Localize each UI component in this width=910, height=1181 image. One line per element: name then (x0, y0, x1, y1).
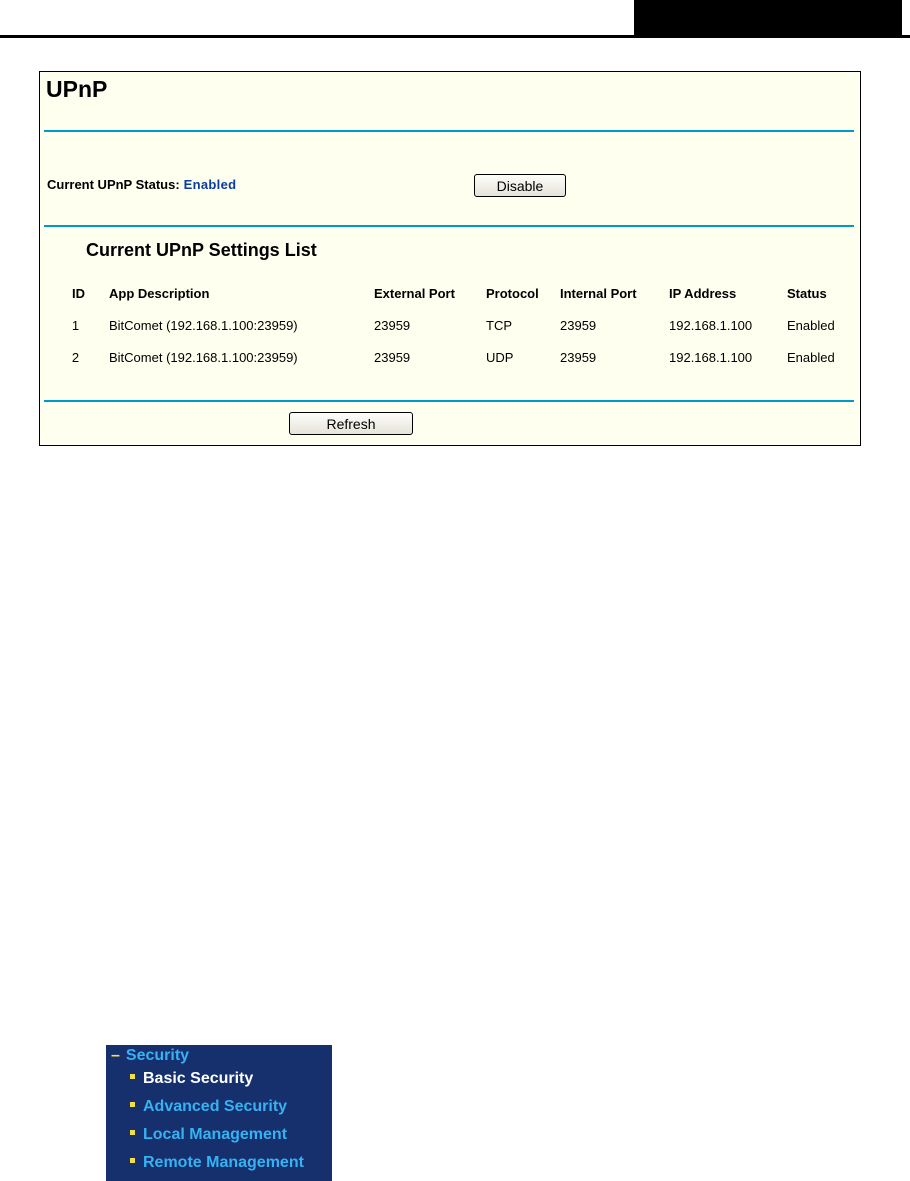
cell-internal-port: 23959 (560, 349, 597, 365)
cell-id: 2 (71, 349, 80, 365)
disable-button[interactable]: Disable (474, 174, 566, 197)
column-header-id: ID (72, 285, 85, 301)
menu-item-label: Remote Management (143, 1154, 304, 1171)
table-row (48, 309, 847, 341)
menu-item-label: Basic Security (143, 1070, 254, 1087)
cell-app-description: BitComet (192.168.1.100:23959) (109, 317, 298, 333)
upnp-status (47, 177, 236, 192)
menu-item-label: Local Management (143, 1126, 288, 1143)
cell-protocol: UDP (486, 349, 514, 365)
cell-ip-address: 192.168.1.100 (669, 317, 753, 333)
menu-item-local-management[interactable] (130, 1123, 287, 1147)
column-header-protocol: Protocol (486, 285, 539, 301)
column-header-status: Status (787, 285, 827, 301)
cell-external-port: 23959 (374, 349, 411, 365)
menu-item-remote-management[interactable] (130, 1151, 304, 1175)
table-header-row (48, 277, 847, 309)
security-menu (106, 1045, 332, 1181)
bullet-icon (130, 1130, 135, 1135)
column-header-ip-address: IP Address (669, 285, 737, 301)
cell-ip-address: 192.168.1.100 (669, 349, 753, 365)
cell-status: Enabled (787, 349, 835, 365)
menu-item-basic-security[interactable] (130, 1067, 253, 1091)
refresh-button[interactable]: Refresh (289, 412, 413, 435)
column-header-external-port: External Port (374, 285, 455, 301)
upnp-panel (39, 71, 861, 446)
bullet-icon (130, 1102, 135, 1107)
bullet-icon (130, 1074, 135, 1079)
bullet-icon (130, 1158, 135, 1163)
menu-header-label: Security (125, 1047, 190, 1064)
header-block (634, 0, 902, 37)
cell-status: Enabled (787, 317, 835, 333)
separator (44, 400, 854, 402)
minus-icon: – (111, 1047, 120, 1064)
page-title: UPnP (46, 76, 108, 102)
cell-external-port: 23959 (374, 317, 411, 333)
column-header-internal-port: Internal Port (560, 285, 637, 301)
menu-item-advanced-security[interactable] (130, 1095, 287, 1119)
cell-protocol: TCP (486, 317, 512, 333)
separator (44, 225, 854, 227)
settings-list-title: Current UPnP Settings List (86, 240, 317, 260)
upnp-settings-table (48, 277, 847, 373)
cell-internal-port: 23959 (560, 317, 597, 333)
status-value: Enabled (183, 177, 237, 192)
cell-app-description: BitComet (192.168.1.100:23959) (109, 349, 298, 365)
cell-id: 1 (71, 317, 80, 333)
column-header-app-description: App Description (109, 285, 210, 301)
status-label: Current UPnP Status: (47, 177, 180, 192)
separator (44, 130, 854, 132)
table-row (48, 341, 847, 373)
menu-item-security[interactable] (111, 1045, 189, 1067)
menu-item-label: Advanced Security (143, 1098, 288, 1115)
